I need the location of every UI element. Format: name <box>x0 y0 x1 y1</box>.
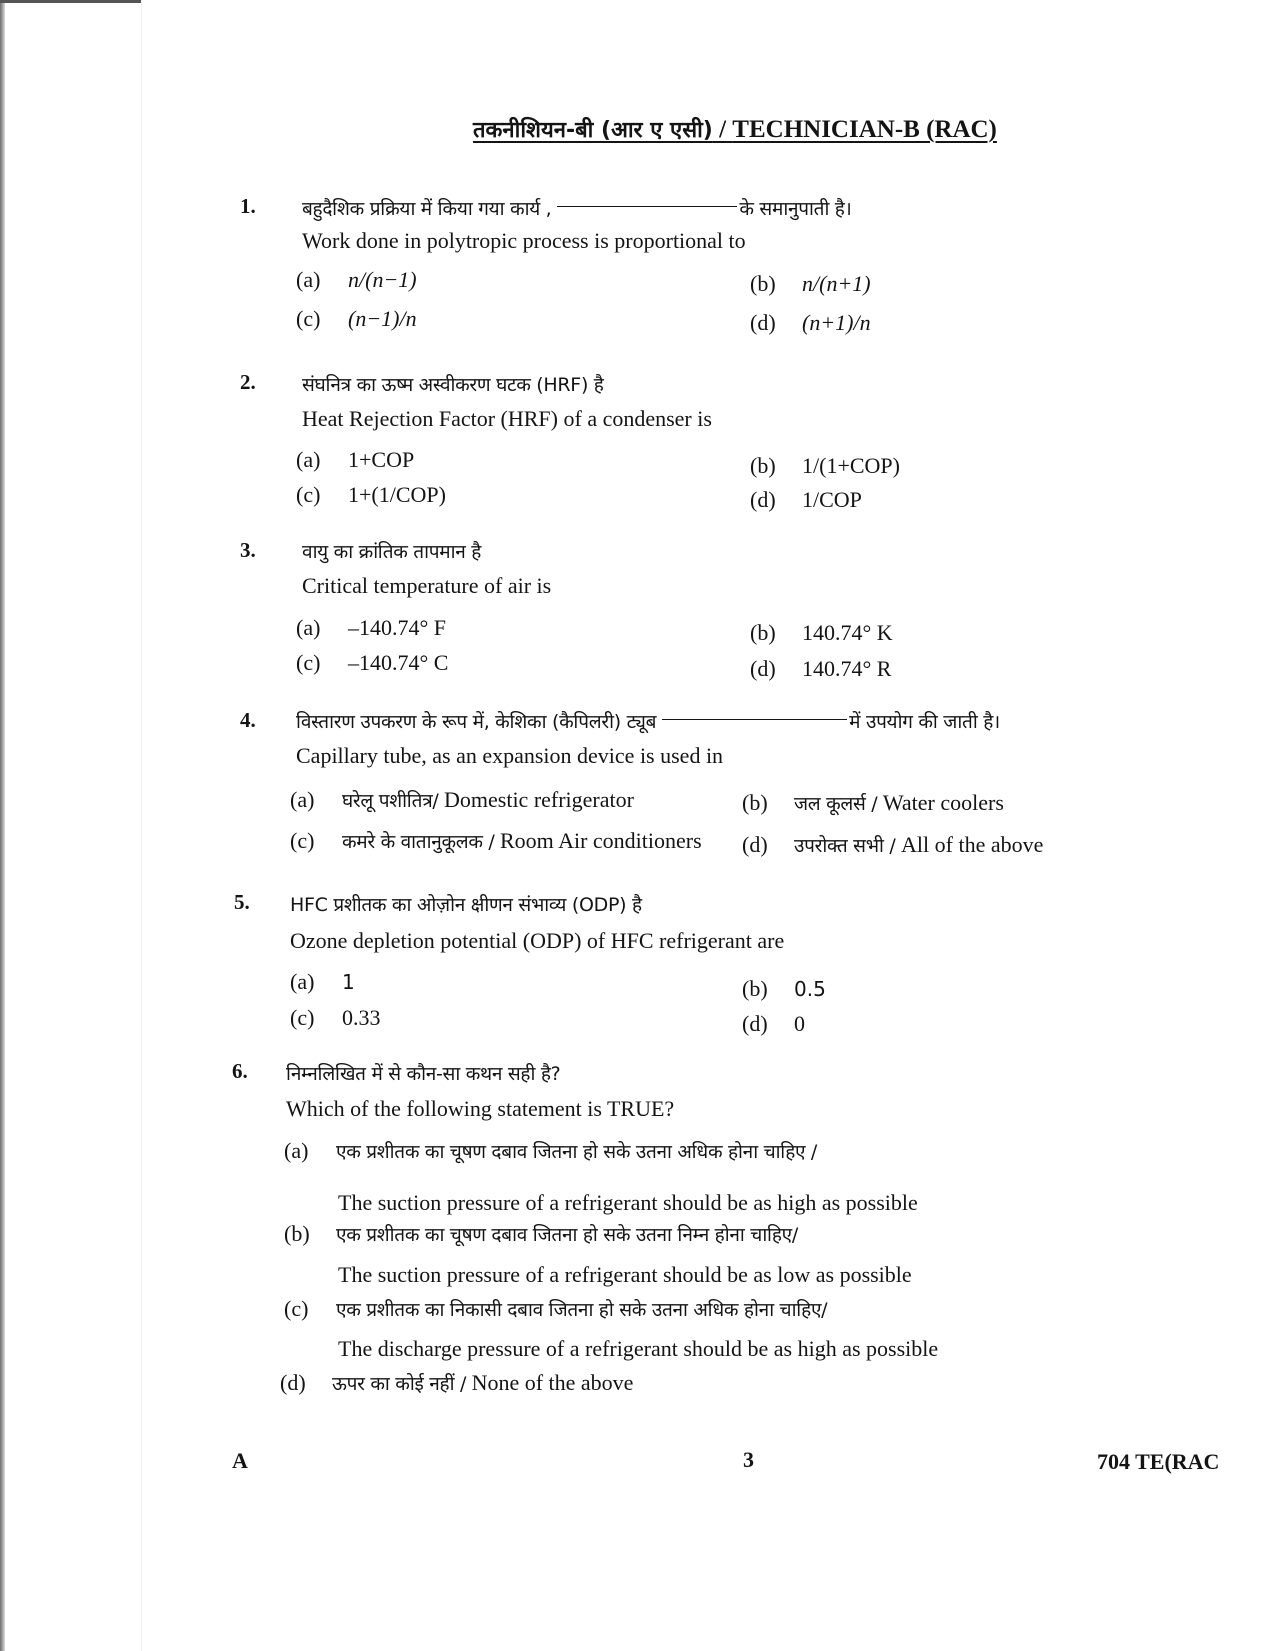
option-text: 0.33 <box>342 1005 381 1030</box>
question-english: Work done in polytropic process is proportional to <box>302 228 746 253</box>
option-d[interactable] <box>750 656 891 682</box>
option-label: (a) <box>284 1138 309 1163</box>
title-hindi: तकनीशियन-बी (आर ए एसी) <box>473 118 713 143</box>
option-b[interactable] <box>742 976 826 1002</box>
option-text: 1/(1+COP) <box>802 453 900 478</box>
option-hindi: ऊपर का कोई नहीं / <box>332 1373 467 1395</box>
title-english: TECHNICIAN-B (RAC) <box>732 116 997 143</box>
question-hindi-post: के समानुपाती है। <box>739 198 852 220</box>
option-c[interactable] <box>296 306 417 332</box>
option-label: (d) <box>742 1011 768 1036</box>
option-hindi: घरेलू पशीतित्र/ <box>342 790 439 812</box>
question-hindi: संघनित्र का ऊष्म अस्वीकरण घटक (HRF) है <box>302 374 604 396</box>
option-text: All of the above <box>895 832 1044 857</box>
option-d[interactable] <box>750 487 862 513</box>
option-text: 1+(1/COP) <box>348 482 446 507</box>
option-label: (a) <box>296 615 321 640</box>
option-a[interactable] <box>284 1138 817 1164</box>
option-label: (c) <box>296 482 321 507</box>
option-text: Water coolers <box>877 790 1004 815</box>
option-label: (b) <box>284 1221 310 1246</box>
option-c[interactable] <box>290 1005 381 1031</box>
option-c-english: The discharge pressure of a refrigerant should be as high as possible <box>338 1336 939 1361</box>
question-number: 2. <box>240 370 256 394</box>
option-text: –140.74° C <box>348 650 449 675</box>
option-text: 140.74° R <box>802 656 892 681</box>
option-label: (d) <box>750 656 776 681</box>
option-text: 1+COP <box>348 447 415 472</box>
option-text: Room Air conditioners <box>494 828 702 853</box>
question-english: Critical temperature of air is <box>302 573 552 598</box>
option-text: 0.5 <box>794 977 826 1001</box>
option-text: (n+1)/n <box>802 310 871 335</box>
option-label: (b) <box>750 620 776 645</box>
question-hindi: वायु का क्रांतिक तापमान है <box>302 541 481 563</box>
scan-edge-left <box>0 0 5 1651</box>
option-d[interactable] <box>742 1011 805 1037</box>
question-number: 4. <box>240 708 256 732</box>
question-hindi: HFC प्रशीतक का ओज़ोन क्षीणन संभाव्य (ODP) है <box>290 894 642 916</box>
option-a[interactable] <box>290 787 634 813</box>
option-b[interactable] <box>750 271 871 297</box>
option-label: (d) <box>750 487 776 512</box>
question-hindi-pre: बहुदैशिक प्रक्रिया में किया गया कार्य , <box>302 198 552 220</box>
page-title <box>473 114 997 144</box>
option-text: 1 <box>342 970 355 994</box>
option-a[interactable] <box>290 969 355 995</box>
option-label: (c) <box>290 1005 315 1030</box>
option-label: (b) <box>750 453 776 478</box>
option-a-english: The suction pressure of a refrigerant should be as high as possible <box>338 1190 918 1215</box>
option-text: n/(n+1) <box>802 271 871 296</box>
option-label: (a) <box>290 969 315 994</box>
option-b-english: The suction pressure of a refrigerant should be as low as possible <box>338 1262 912 1287</box>
option-d[interactable] <box>750 310 871 336</box>
option-text: Domestic refrigerator <box>438 787 634 812</box>
scan-edge-top <box>0 0 142 3</box>
option-c[interactable] <box>290 828 702 854</box>
series-label: A <box>232 1448 248 1473</box>
question-hindi-post: में उपयोग की जाती है। <box>849 711 1000 733</box>
option-b[interactable] <box>284 1221 798 1247</box>
option-text: n/(n−1) <box>348 267 417 292</box>
option-c[interactable] <box>284 1296 827 1322</box>
option-d[interactable] <box>280 1370 633 1396</box>
fill-blank <box>557 206 737 207</box>
fill-blank <box>662 719 847 720</box>
question-hindi: निम्नलिखित में से कौन-सा कथन सही है? <box>286 1063 561 1085</box>
option-a[interactable] <box>296 447 414 473</box>
option-text: 0 <box>794 1011 805 1036</box>
option-label: (c) <box>284 1296 309 1321</box>
option-a[interactable] <box>296 615 446 641</box>
option-text: 1/COP <box>802 487 862 512</box>
option-b[interactable] <box>742 790 1004 816</box>
scan-divider <box>141 0 142 1651</box>
option-label: (b) <box>742 790 768 815</box>
option-hindi: एक प्रशीतक का चूषण दबाव जितना हो सके उतना अधिक होना चाहिए / <box>336 1141 818 1163</box>
page-number: 3 <box>743 1447 754 1472</box>
question-hindi <box>296 708 1000 734</box>
question-hindi-pre: विस्तारण उपकरण के रूप में, केशिका (कैपिलरी) ट्यूब <box>296 711 657 733</box>
option-c[interactable] <box>296 650 448 676</box>
option-label: (a) <box>296 267 321 292</box>
question-number: 3. <box>240 538 256 562</box>
option-text: None of the above <box>466 1370 634 1395</box>
option-label: (b) <box>750 271 776 296</box>
question-number: 6. <box>232 1059 248 1083</box>
title-separator: / <box>712 116 733 143</box>
option-hindi: उपरोक्त सभी / <box>794 835 896 857</box>
option-label: (a) <box>296 447 321 472</box>
question-english: Which of the following statement is TRUE? <box>286 1096 675 1121</box>
option-label: (b) <box>742 976 768 1001</box>
option-label: (c) <box>296 306 321 331</box>
paper-code: 704 TE(RAC <box>1097 1449 1220 1474</box>
option-label: (c) <box>290 828 315 853</box>
option-hindi: एक प्रशीतक का निकासी दबाव जितना हो सके उतना अधिक होना चाहिए/ <box>336 1299 828 1321</box>
option-label: (c) <box>296 650 321 675</box>
option-d[interactable] <box>742 832 1043 858</box>
option-label: (d) <box>280 1370 306 1395</box>
option-a[interactable] <box>296 267 417 293</box>
option-hindi: कमरे के वातानुकूलक / <box>342 831 495 853</box>
option-text: (n−1)/n <box>348 306 417 331</box>
question-number: 1. <box>240 194 256 218</box>
option-text: 140.74° K <box>802 620 893 645</box>
question-english: Capillary tube, as an expansion device is used in <box>296 743 724 768</box>
option-hindi: एक प्रशीतक का चूषण दबाव जितना हो सके उतना निम्न होना चाहिए/ <box>336 1224 798 1246</box>
option-label: (d) <box>750 310 776 335</box>
option-label: (d) <box>742 832 768 857</box>
option-b[interactable] <box>750 453 900 479</box>
option-c[interactable] <box>296 482 446 508</box>
option-hindi: जल कूलर्स / <box>794 793 878 815</box>
question-english: Heat Rejection Factor (HRF) of a condenser is <box>302 406 712 431</box>
option-label: (a) <box>290 787 315 812</box>
question-hindi <box>302 195 852 221</box>
question-english: Ozone depletion potential (ODP) of HFC refrigerant are <box>290 928 785 953</box>
option-text: –140.74° F <box>348 615 447 640</box>
question-number: 5. <box>234 890 250 914</box>
option-b[interactable] <box>750 620 893 646</box>
